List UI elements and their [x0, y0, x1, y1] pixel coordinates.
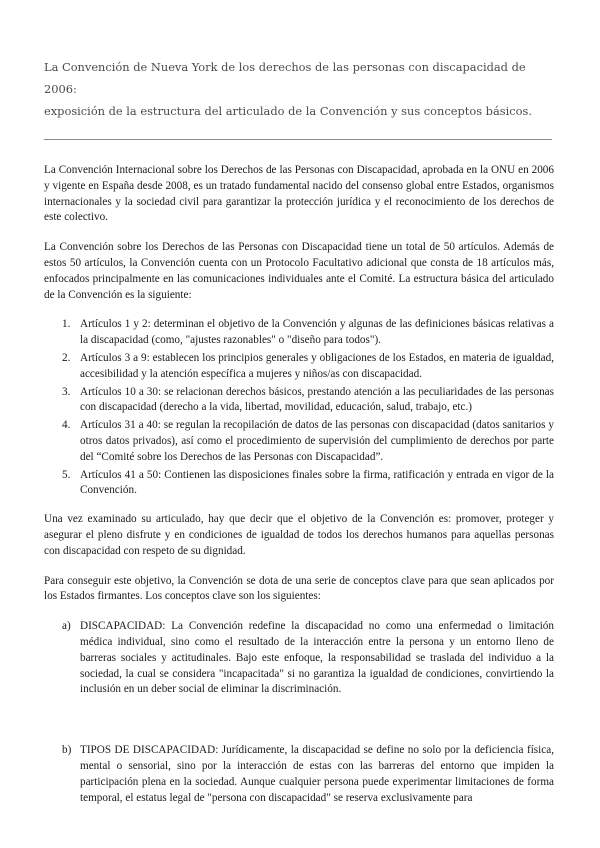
list-marker: 5. [62, 468, 71, 481]
structure-paragraph: La Convención sobre los Derechos de las Personas con Discapacidad tiene un total de 50 artículos. Además de estos 50 artículos, la Convención cuenta con un Protocolo Facultativo adicional que consta de 18 artículos más, enfocados principalmente en las comunicaciones individuales ante el Comité. La estructura básica del articulado de la Convención es la siguiente: [44, 241, 554, 301]
list-item [62, 619, 554, 698]
list-item-text: Artículos 41 a 50: Contienen las disposiciones finales sobre la firma, ratificación y entrada en vigor de la Convención. [80, 468, 554, 497]
list-item [62, 418, 554, 465]
list-item [62, 468, 554, 500]
list-item [62, 317, 554, 349]
objective-paragraph: Una vez examinado su articulado, hay que decir que el objetivo de la Convención es: promover, proteger y asegurar el pleno disfrute y en condiciones de igualdad de todos los derechos humanos para aquellas personas con discapacidad con respeto de su dignidad. [44, 513, 554, 557]
list-item-text: DISCAPACIDAD: La Convención redefine la discapacidad no como una enfermedad o limitación médica individual, sino como el resultado de la interacción entre la persona y un entorno lleno de barreras sociales y actitudinales. Bajo este enfoque, la responsabilidad se traslada del individuo a la sociedad, la cual se considera "incapacitada" si no garantiza la igualdad de condiciones, convirtiendo la inclusión en un deber social de eliminar la discriminación. [80, 620, 554, 696]
list-marker: 1. [62, 318, 71, 331]
list-item-text: Artículos 3 a 9: establecen los principios generales y obligaciones de los Estados, en materia de igualdad, accesibilidad y la atención específica a mujeres y niños/as con discapacidad. [80, 351, 554, 380]
list-item [62, 351, 554, 383]
document-title [44, 0, 554, 122]
articles-list [44, 317, 554, 499]
title-divider [44, 139, 552, 140]
list-item-text: TIPOS DE DISCAPACIDAD: Jurídicamente, la discapacidad se define no solo por la deficiencia física, mental o sensorial, sino por la interacción de estas con las barreras del entorno que impiden la participación plena en la sociedad. Aunque cualquier persona puede experimentar limitaciones de forma temporal, el estatus legal de "persona con discapacidad" se reserva exclusivamente para [80, 744, 554, 804]
list-marker: 2. [62, 351, 71, 364]
list-marker: 3. [62, 385, 71, 398]
title-line-1: La Convención de Nueva York de los derechos de las personas con discapacidad de 2006: [44, 60, 526, 96]
intro-paragraph: La Convención Internacional sobre los Derechos de las Personas con Discapacidad, aprobada en la ONU en 2006 y vigente en España desde 2008, es un tratado fundamental nacido del consenso global entre Estados, organismos internacionales y la sociedad civil para garantizar la protección jurídica y el reconocimiento de los derechos de este colectivo. [44, 164, 554, 224]
list-item-text: Artículos 1 y 2: determinan el objetivo de la Convención y algunas de las definiciones básicas relativas a la discapacidad (como, "ajustes razonables" o "diseño para todos"). [80, 318, 554, 347]
list-item [62, 385, 554, 417]
concepts-list [44, 619, 554, 806]
concepts-intro-paragraph: Para conseguir este objetivo, la Convención se dota de una serie de conceptos clave para que sean aplicados por los Estados firmantes. Los conceptos clave son los siguientes: [44, 574, 554, 603]
list-item [62, 743, 554, 806]
list-item-text: Artículos 10 a 30: se relacionan derechos básicos, prestando atención a las peculiaridades de las personas con discapacidad (derecho a la vida, libertad, movilidad, educación, salud, trabajo, etc.) [80, 385, 554, 414]
list-marker: a) [62, 620, 71, 633]
list-marker: b) [62, 744, 72, 757]
title-line-2: exposición de la estructura del articulado de la Convención y sus conceptos básicos. [44, 104, 532, 118]
list-marker: 4. [62, 419, 71, 432]
list-item-text: Artículos 31 a 40: se regulan la recopilación de datos de las personas con discapacidad (datos sanitarios y otros datos privados), así como el procedimiento de supervisión del cumplimiento de derechos por parte del “Comité sobre los Derechos de las Personas con Discapacidad”. [80, 419, 554, 463]
